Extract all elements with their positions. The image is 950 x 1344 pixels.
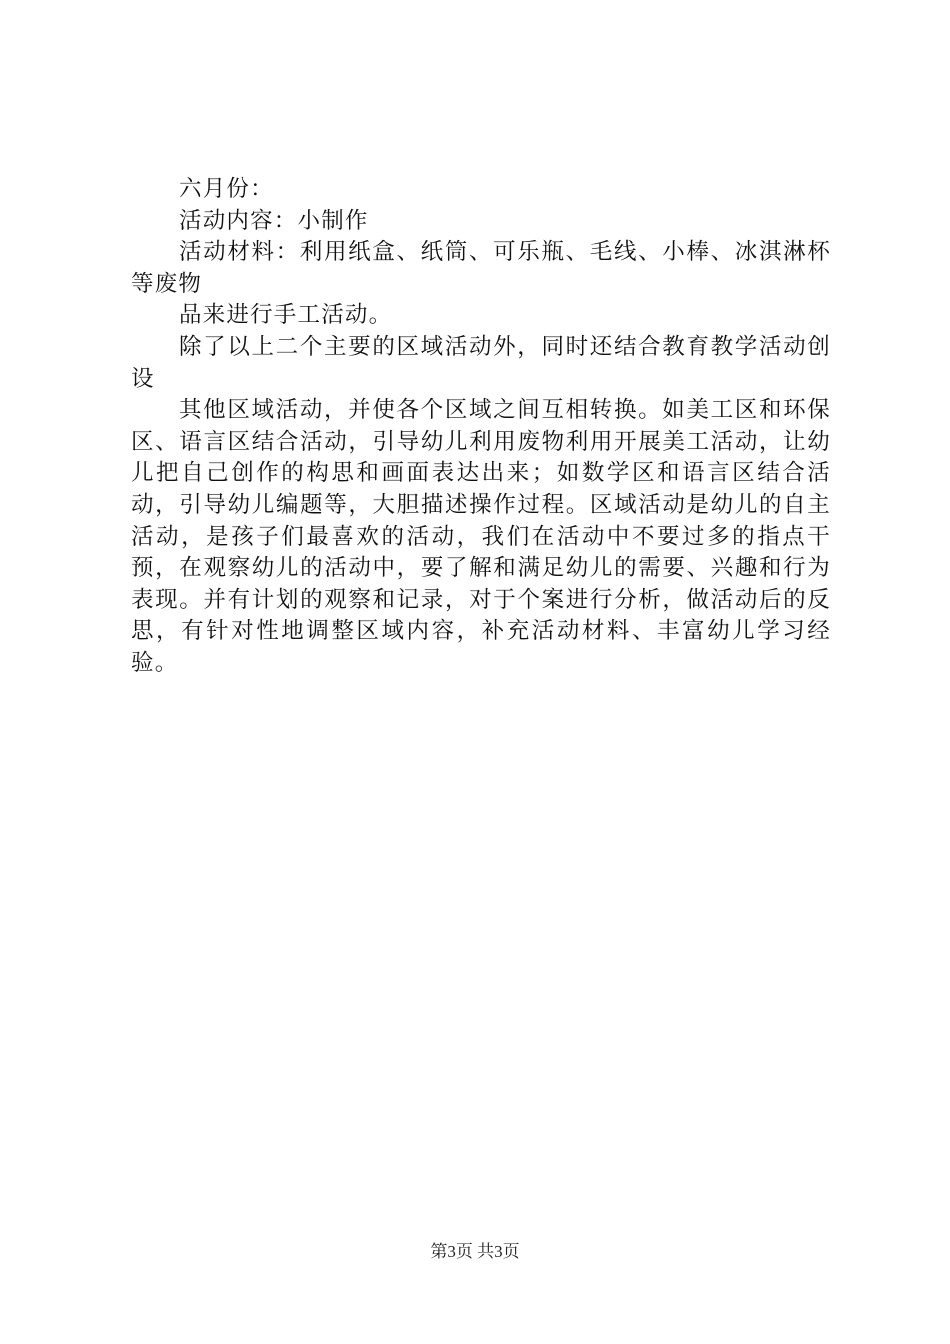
paragraph-activity-materials: 活动材料：利用纸盒、纸筒、可乐瓶、毛线、小棒、冰淇淋杯等废物 [131, 239, 831, 297]
document-body [131, 174, 831, 680]
paragraph-month: 六月份： [179, 176, 274, 202]
paragraph-handcraft: 品来进行手工活动。 [179, 302, 393, 329]
paragraph-other-areas: 其他区域活动，并使各个区域之间互相转换。如美工区和环保区、语言区结合活动，引导幼儿利用废物利用开展美工活动，让幼儿把自己创作的构思和画面表达出来；如数学区和语言区结合活动，引导幼儿编题等，大胆描述操作过程。区域活动是幼儿的自主活动，是孩子们最喜欢的活动，我们在活动中不要过多的指点干预，在观察幼儿的活动中，要了解和满足幼儿的需要、兴趣和行为表现。并有计划的观察和记录，对于个案进行分析，做活动后的反思，有针对性地调整区域内容，补充活动材料、丰富幼儿学习经验。 [131, 397, 831, 676]
page-footer: 第3页 共3页 [430, 1242, 520, 1261]
paragraph-combined-areas: 除了以上二个主要的区域活动外，同时还结合教育教学活动创设 [131, 333, 831, 392]
paragraph-activity-content: 活动内容：小制作 [179, 207, 369, 234]
